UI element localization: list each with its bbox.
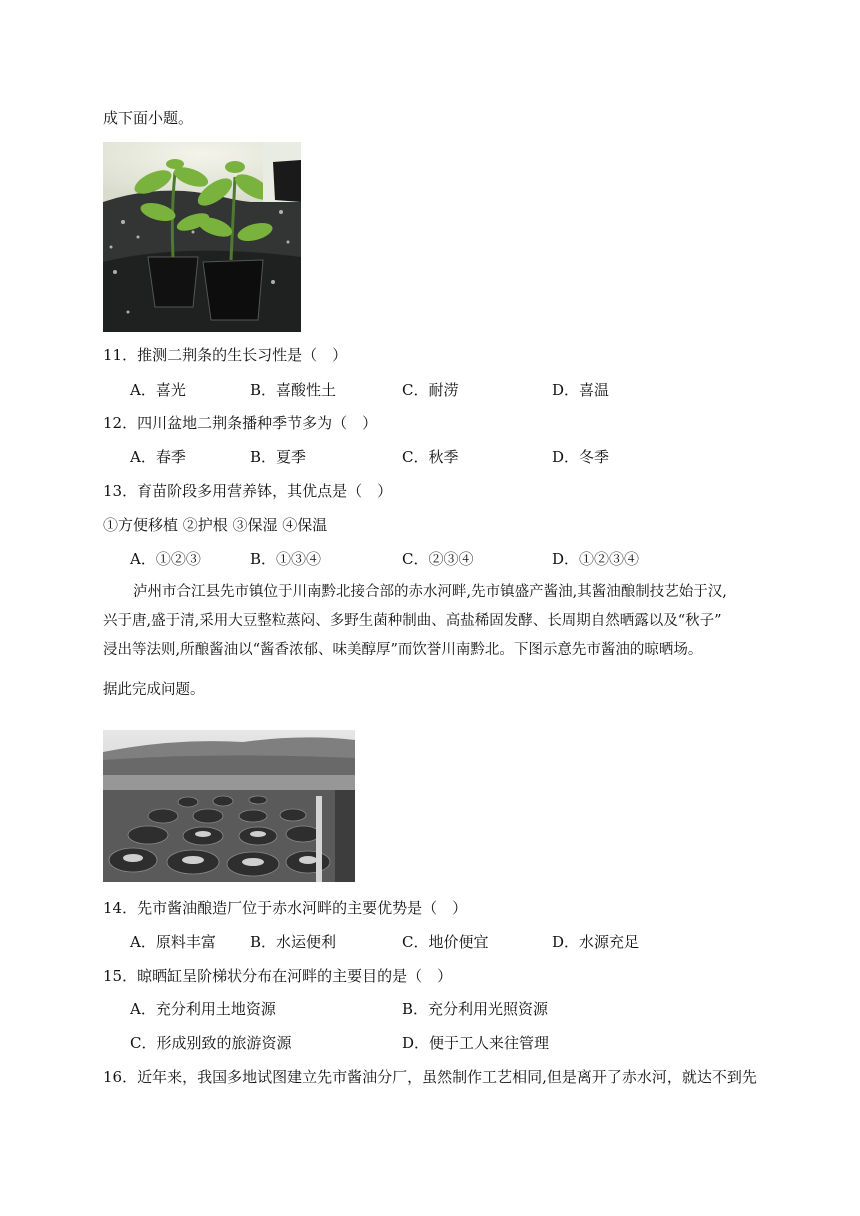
question-14-stem: 14．先市酱油酿造厂位于赤水河畔的主要优势是（ ） — [103, 899, 468, 917]
seedling-photo — [103, 142, 301, 332]
q14-option-c[interactable]: C．地价便宜 — [402, 933, 489, 951]
question-12-stem: 12．四川盆地二荆条播种季节多为（ ） — [103, 414, 378, 432]
q13-option-c[interactable]: C．②③④ — [402, 550, 474, 568]
question-13-statements: ①方便移植 ②护根 ③保湿 ④保温 — [103, 516, 328, 534]
q13-option-d[interactable]: D．①②③④ — [552, 550, 640, 568]
passage-line-1: 泸州市合江县先市镇位于川南黔北接合部的赤水河畔,先市镇盛产酱油,其酱油酿制技艺始于汉, — [133, 584, 727, 600]
q15-option-b[interactable]: B．充分利用光照资源 — [402, 1000, 549, 1018]
q12-option-d[interactable]: D．冬季 — [552, 448, 610, 466]
q15-option-d[interactable]: D．便于工人来往管理 — [402, 1034, 550, 1052]
q11-option-c[interactable]: C．耐涝 — [402, 381, 459, 399]
passage-line-4: 据此完成问题。 — [103, 682, 205, 698]
soy-sauce-drying-ground-photo — [103, 730, 355, 882]
q12-option-b[interactable]: B．夏季 — [250, 448, 307, 466]
question-13-stem: 13．育苗阶段多用营养钵，其优点是（ ） — [103, 482, 393, 500]
q11-option-d[interactable]: D．喜温 — [552, 381, 610, 399]
q13-option-b[interactable]: B．①③④ — [250, 550, 322, 568]
question-15-stem: 15．晾晒缸呈阶梯状分布在河畔的主要目的是（ ） — [103, 967, 453, 985]
q13-option-a[interactable]: A．①②③ — [130, 550, 201, 568]
q14-option-b[interactable]: B．水运便利 — [250, 933, 337, 951]
q12-option-c[interactable]: C．秋季 — [402, 448, 459, 466]
intro-text: 成下面小题。 — [103, 109, 194, 127]
q11-option-b[interactable]: B．喜酸性土 — [250, 381, 337, 399]
question-11-stem: 11．推测二荆条的生长习性是（ ） — [103, 346, 348, 364]
q15-option-a[interactable]: A．充分利用土地资源 — [130, 1000, 276, 1018]
q15-option-c[interactable]: C．形成别致的旅游资源 — [130, 1034, 292, 1052]
passage-line-3: 浸出等法则,所酿酱油以“酱香浓郁、味美醇厚”而饮誉川南黔北。下图示意先市酱油的晾晒场。 — [103, 642, 703, 658]
q14-option-a[interactable]: A．原料丰富 — [130, 933, 216, 951]
q14-option-d[interactable]: D．水源充足 — [552, 933, 640, 951]
q12-option-a[interactable]: A．春季 — [130, 448, 186, 466]
q11-option-a[interactable]: A．喜光 — [130, 381, 186, 399]
passage-line-2: 兴于唐,盛于清,采用大豆整粒蒸闷、多野生菌种制曲、高盐稀固发酵、长周期自然晒露以及“秋子” — [103, 613, 722, 629]
question-16-stem: 16．近年来，我国多地试图建立先市酱油分厂，虽然制作工艺相同,但是离开了赤水河，就达不到先 — [103, 1068, 757, 1086]
